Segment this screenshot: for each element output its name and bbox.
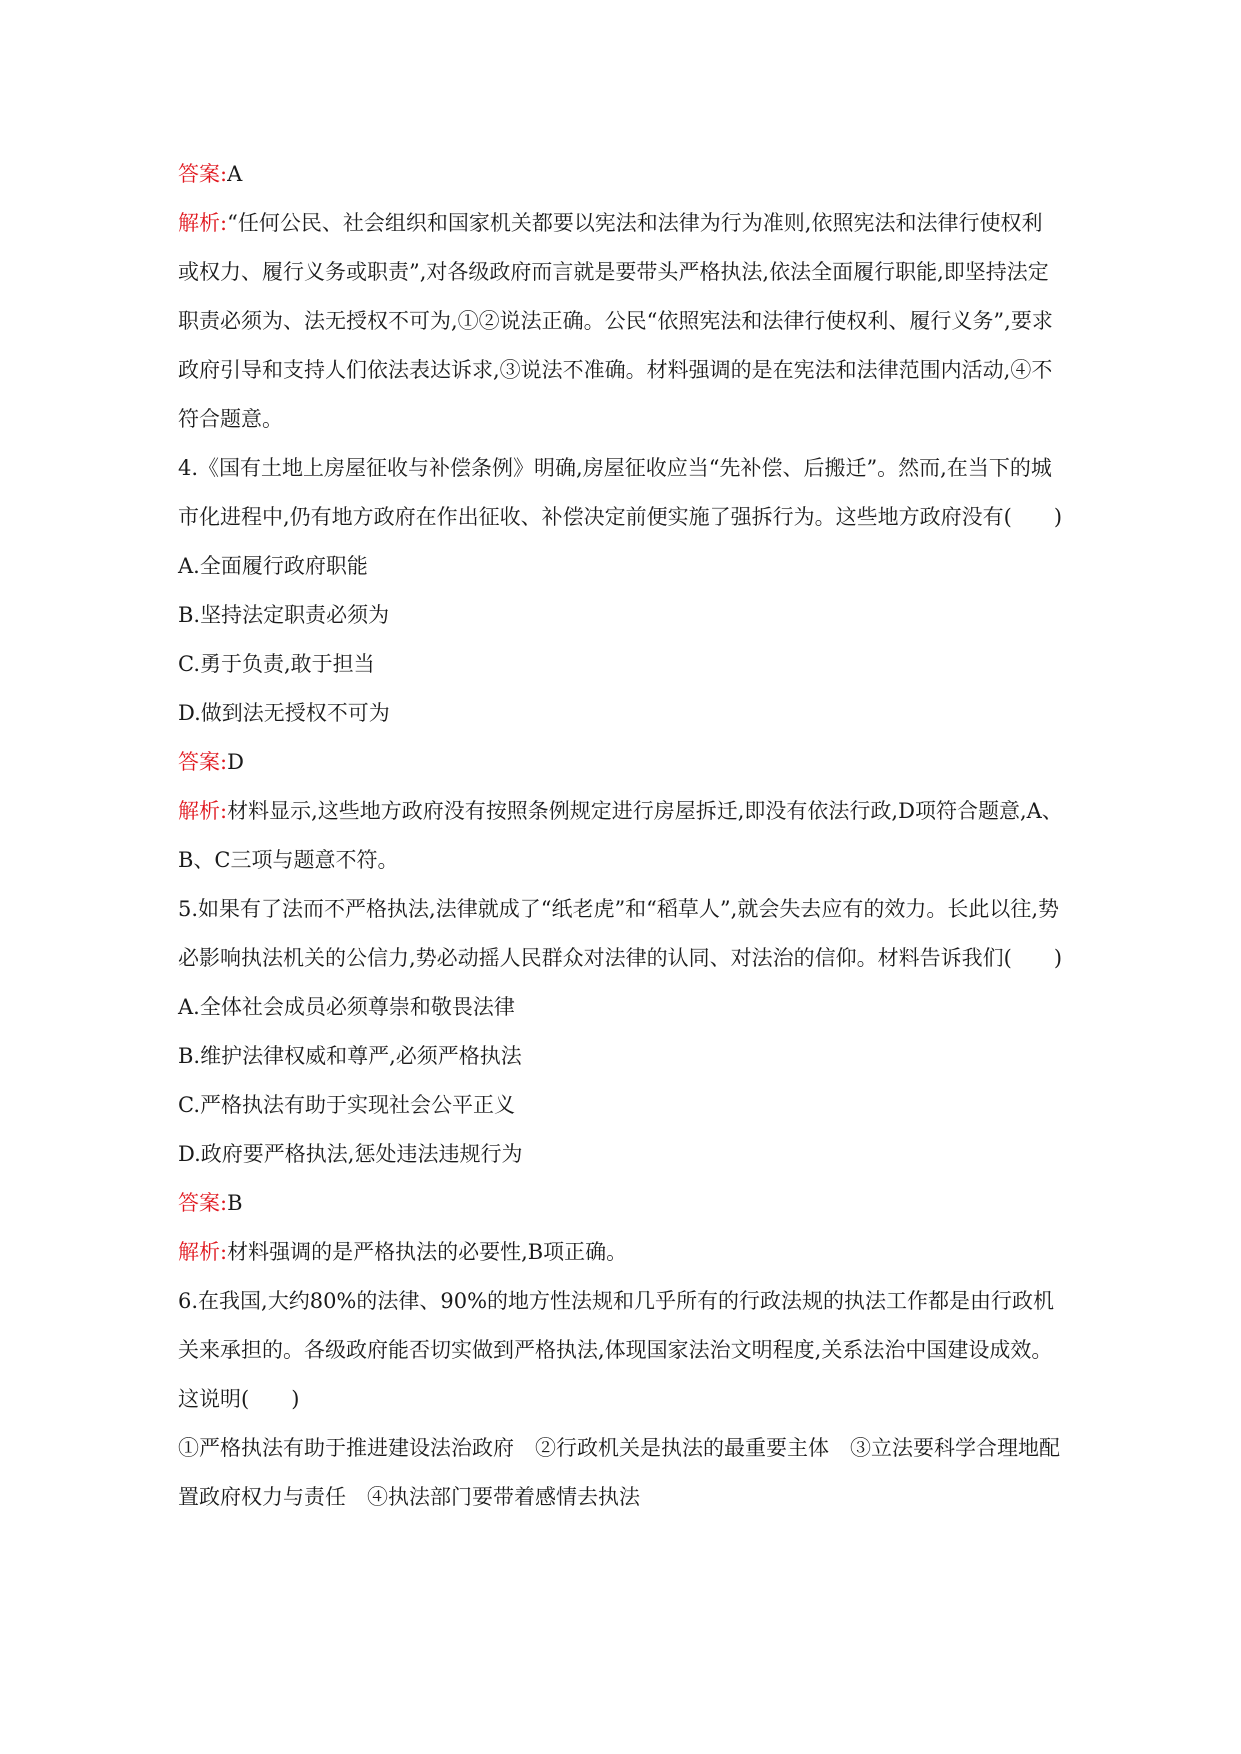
- q5-option-b: B.维护法律权威和尊严,必须严格执法: [178, 1044, 522, 1068]
- q6-statements: ①严格执法有助于推进建设法治政府 ②行政机关是执法的最重要主体 ③立法要科学合理地配置政府权力与责任 ④执法部门要带着感情去执法: [178, 1436, 1060, 1509]
- analysis-label: 解析:: [178, 799, 228, 823]
- q4-answer: [178, 738, 1063, 787]
- q5-answer: [178, 1179, 1063, 1228]
- q5-option-d: D.政府要严格执法,惩处违法违规行为: [178, 1142, 523, 1166]
- q4-stem: 4.《国有土地上房屋征收与补偿条例》明确,房屋征收应当“先补偿、后搬迁”。然而,在当下的城市化进程中,仍有地方政府在作出征收、补偿决定前便实施了强拆行为。这些地方政府没有( ): [178, 456, 1063, 529]
- analysis-text: 材料显示,这些地方政府没有按照条例规定进行房屋拆迁,即没有依法行政,D项符合题意,A、B、C三项与题意不符。: [178, 799, 1063, 872]
- answer-label: 答案:: [178, 1191, 228, 1215]
- answer-value: B: [227, 1191, 243, 1215]
- answer-label: 答案:: [178, 750, 228, 774]
- answer-value: D: [227, 750, 244, 774]
- q3-answer: [178, 150, 1063, 199]
- q5-option-a: A.全体社会成员必须尊崇和敬畏法律: [178, 995, 515, 1019]
- answer-label: 答案:: [178, 162, 228, 186]
- q6-stem: 6.在我国,大约80%的法律、90%的地方性法规和几乎所有的行政法规的执法工作都是由行政机关来承担的。各级政府能否切实做到严格执法,体现国家法治文明程度,关系法治中国建设成效。这说明( ): [178, 1289, 1055, 1411]
- q4-option-b: B.坚持法定职责必须为: [178, 603, 390, 627]
- analysis-text: “任何公民、社会组织和国家机关都要以宪法和法律为行为准则,依照宪法和法律行使权利或权力、履行义务或职责”,对各级政府而言就是要带头严格执法,依法全面履行职能,即坚持法定职责必须为、法无授权不可为,①②说法正确。公民“依照宪法和法律行使权利、履行义务”,要求政府引导和支持人们依法表达诉求,③说法不准确。材料强调的是在宪法和法律范围内活动,④不符合题意。: [178, 211, 1053, 431]
- q4-analysis: [178, 787, 1063, 885]
- q5-stem: 5.如果有了法而不严格执法,法律就成了“纸老虎”和“稻草人”,就会失去应有的效力。长此以往,势必影响执法机关的公信力,势必动摇人民群众对法律的认同、对法治的信仰。材料告诉我们( ): [178, 897, 1063, 970]
- q4-option-d: D.做到法无授权不可为: [178, 701, 390, 725]
- analysis-label: 解析:: [178, 1240, 228, 1264]
- q4-option-a: A.全面履行政府职能: [178, 554, 368, 578]
- document-page: [178, 150, 1063, 1522]
- answer-value: A: [227, 162, 243, 186]
- q5-option-c: C.严格执法有助于实现社会公平正义: [178, 1093, 515, 1117]
- q4-option-c: C.勇于负责,敢于担当: [178, 652, 375, 676]
- q5-analysis: [178, 1228, 1063, 1277]
- analysis-text: 材料强调的是严格执法的必要性,B项正确。: [227, 1240, 628, 1264]
- analysis-label: 解析:: [178, 211, 228, 235]
- q3-analysis: [178, 199, 1063, 444]
